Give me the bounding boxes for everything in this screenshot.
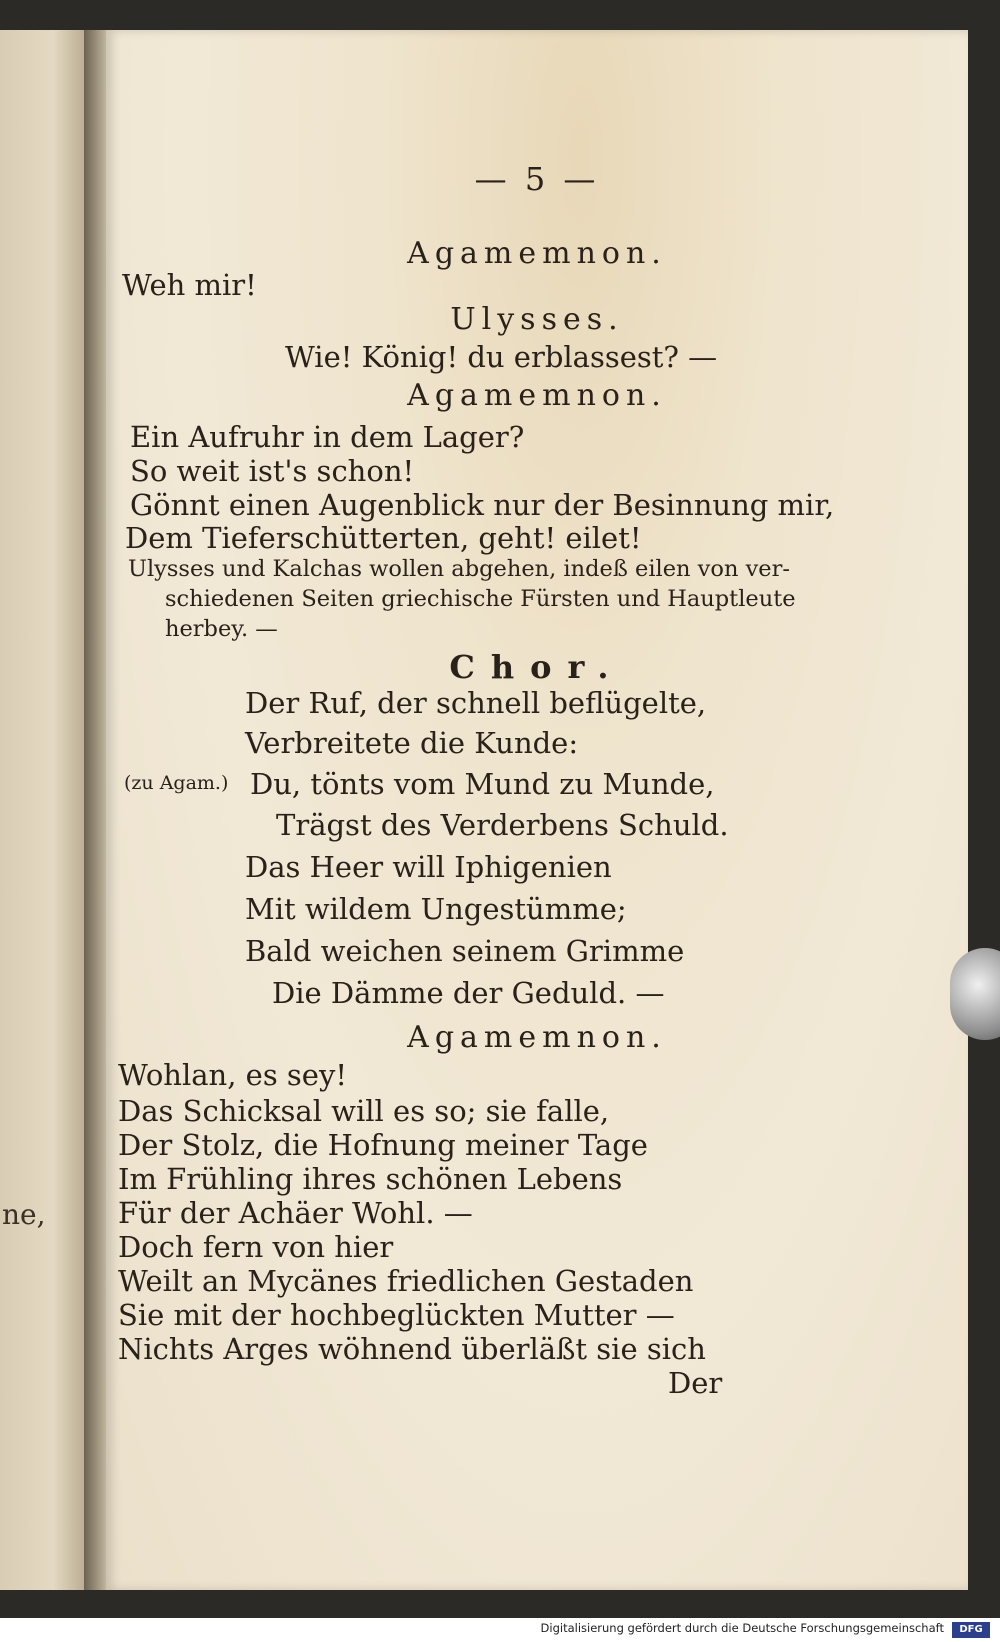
verse-line: Trägst des Verderbens Schuld. (276, 808, 729, 842)
left-page-edge (0, 30, 88, 1590)
footer-credit: Digitalisierung gefördert durch die Deutsche Forschungsgemeinschaft (540, 1621, 944, 1635)
stage-direction: herbey. — (165, 616, 278, 642)
stage-direction: schiedenen Seiten griechische Fürsten und Hauptleute (165, 586, 796, 612)
speaker-name: Ulysses. (450, 302, 624, 337)
verse-line: Verbreitete die Kunde: (245, 726, 579, 760)
verse-line: Du, tönts vom Mund zu Munde, (250, 767, 715, 801)
verse-line: Wie! König! du erblassest? — (285, 340, 718, 374)
verse-line: Nichts Arges wöhnend überläßt sie sich (118, 1332, 706, 1366)
speaker-name: Agamemnon. (407, 1020, 667, 1055)
verse-line: So weit ist's schon! (130, 454, 415, 488)
verse-line: Gönnt einen Augenblick nur der Besinnung mir, (130, 488, 835, 522)
verse-line: Der Stolz, die Hofnung meiner Tage (118, 1128, 648, 1162)
verse-line: Bald weichen seinem Grimme (245, 934, 685, 968)
verse-line: Weilt an Mycänes friedlichen Gestaden (118, 1264, 694, 1298)
verse-line: Ein Aufruhr in dem Lager? (130, 420, 525, 454)
verse-line: Das Heer will Iphigenien (245, 850, 612, 884)
dfg-logo: DFG (952, 1622, 990, 1638)
footer-bar (0, 1618, 1000, 1642)
verse-line: Mit wildem Ungestümme; (245, 892, 627, 926)
verse-line: Das Schicksal will es so; sie falle, (118, 1094, 610, 1128)
verse-line: Im Frühling ihres schönen Lebens (118, 1162, 623, 1196)
stage-aside: (zu Agam.) (124, 772, 229, 794)
verse-line: Weh mir! (122, 268, 257, 302)
speaker-name: Agamemnon. (407, 236, 667, 271)
speaker-name: Agamemnon. (407, 378, 667, 413)
chorus-heading: Chor. (449, 648, 625, 686)
left-page-fragment: ne, (2, 1198, 46, 1231)
verse-line: Für der Achäer Wohl. — (118, 1196, 473, 1230)
verse-line: Dem Tieferschütterten, geht! eilet! (125, 521, 642, 555)
verse-line: Wohlan, es sey! (118, 1058, 347, 1092)
verse-line: Sie mit der hochbeglückten Mutter — (118, 1298, 675, 1332)
verse-line: Der Ruf, der schnell beflügelte, (245, 686, 707, 720)
stage-direction: Ulysses und Kalchas wollen abgehen, indeß eilen von ver- (128, 556, 790, 582)
page-number: — 5 — (474, 160, 600, 198)
catchword: Der (668, 1366, 723, 1400)
verse-line: Doch fern von hier (118, 1230, 394, 1264)
verse-line: Die Dämme der Geduld. — (272, 976, 665, 1010)
